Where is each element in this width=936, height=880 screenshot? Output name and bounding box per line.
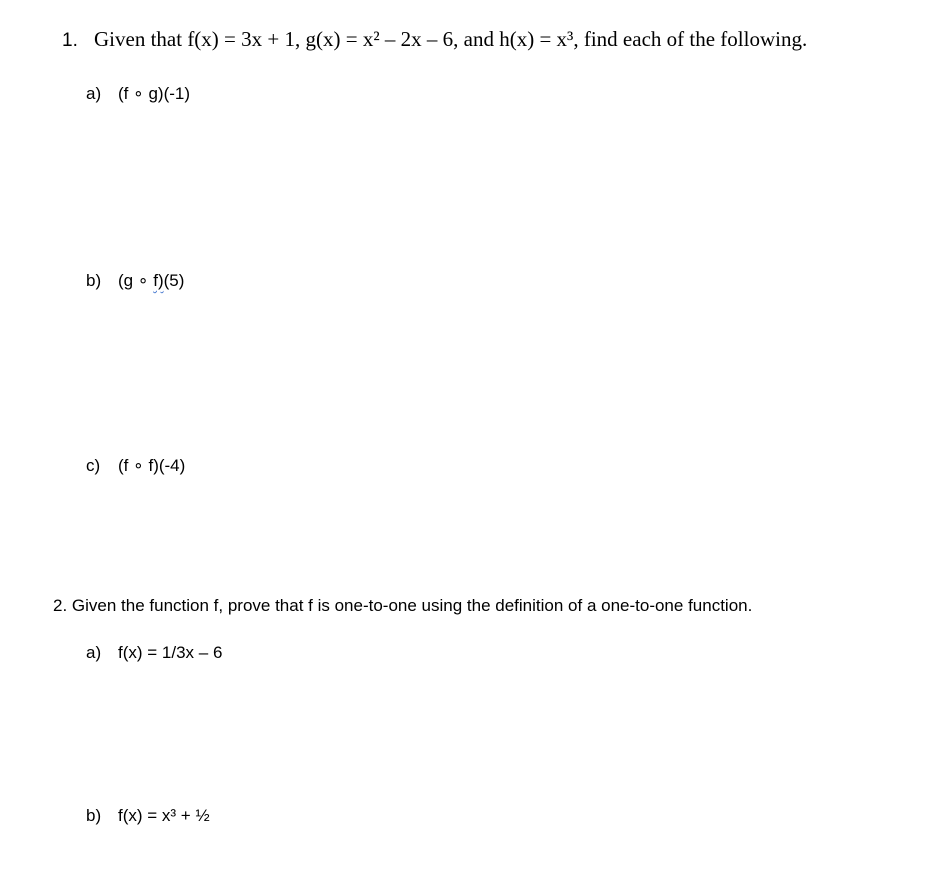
and-word: and [463,27,494,51]
part-expression-start: (g ∘ [118,271,154,290]
question-1-part-a [86,84,190,104]
part-expression-end: (5) [163,271,185,290]
question-1-intro: Given that [94,27,183,51]
question-1-number: 1. [62,30,78,51]
part-label: c) [86,456,101,475]
question-2-statement: 2. Given the function f, prove that f is one-to-one using the definition of a one-to-one function. [53,596,753,615]
question-1-part-b [86,271,184,291]
part-expression: f(x) = 1/3x – 6 [118,643,223,662]
question-1-statement [62,27,807,52]
part-label: a) [86,84,102,103]
part-label: a) [86,643,102,662]
part-label: b) [86,806,102,825]
part-expression: (f ∘ g)(-1) [118,84,191,103]
question-2-part-a [86,643,222,663]
question-2-part-b [86,806,210,826]
g-definition: g(x) = x² – 2x – 6, [305,27,459,51]
question-1-tail: find each of the following. [583,27,808,51]
question-1-part-c [86,456,185,476]
h-definition: h(x) = x³, [499,27,579,51]
part-label: b) [86,271,102,290]
part-expression: (f ∘ f)(-4) [118,456,186,475]
f-definition: f(x) = 3x + 1, [187,27,301,51]
part-expression: f(x) = x³ + ½ [118,806,210,825]
spellcheck-marked-text: f) [153,271,164,290]
